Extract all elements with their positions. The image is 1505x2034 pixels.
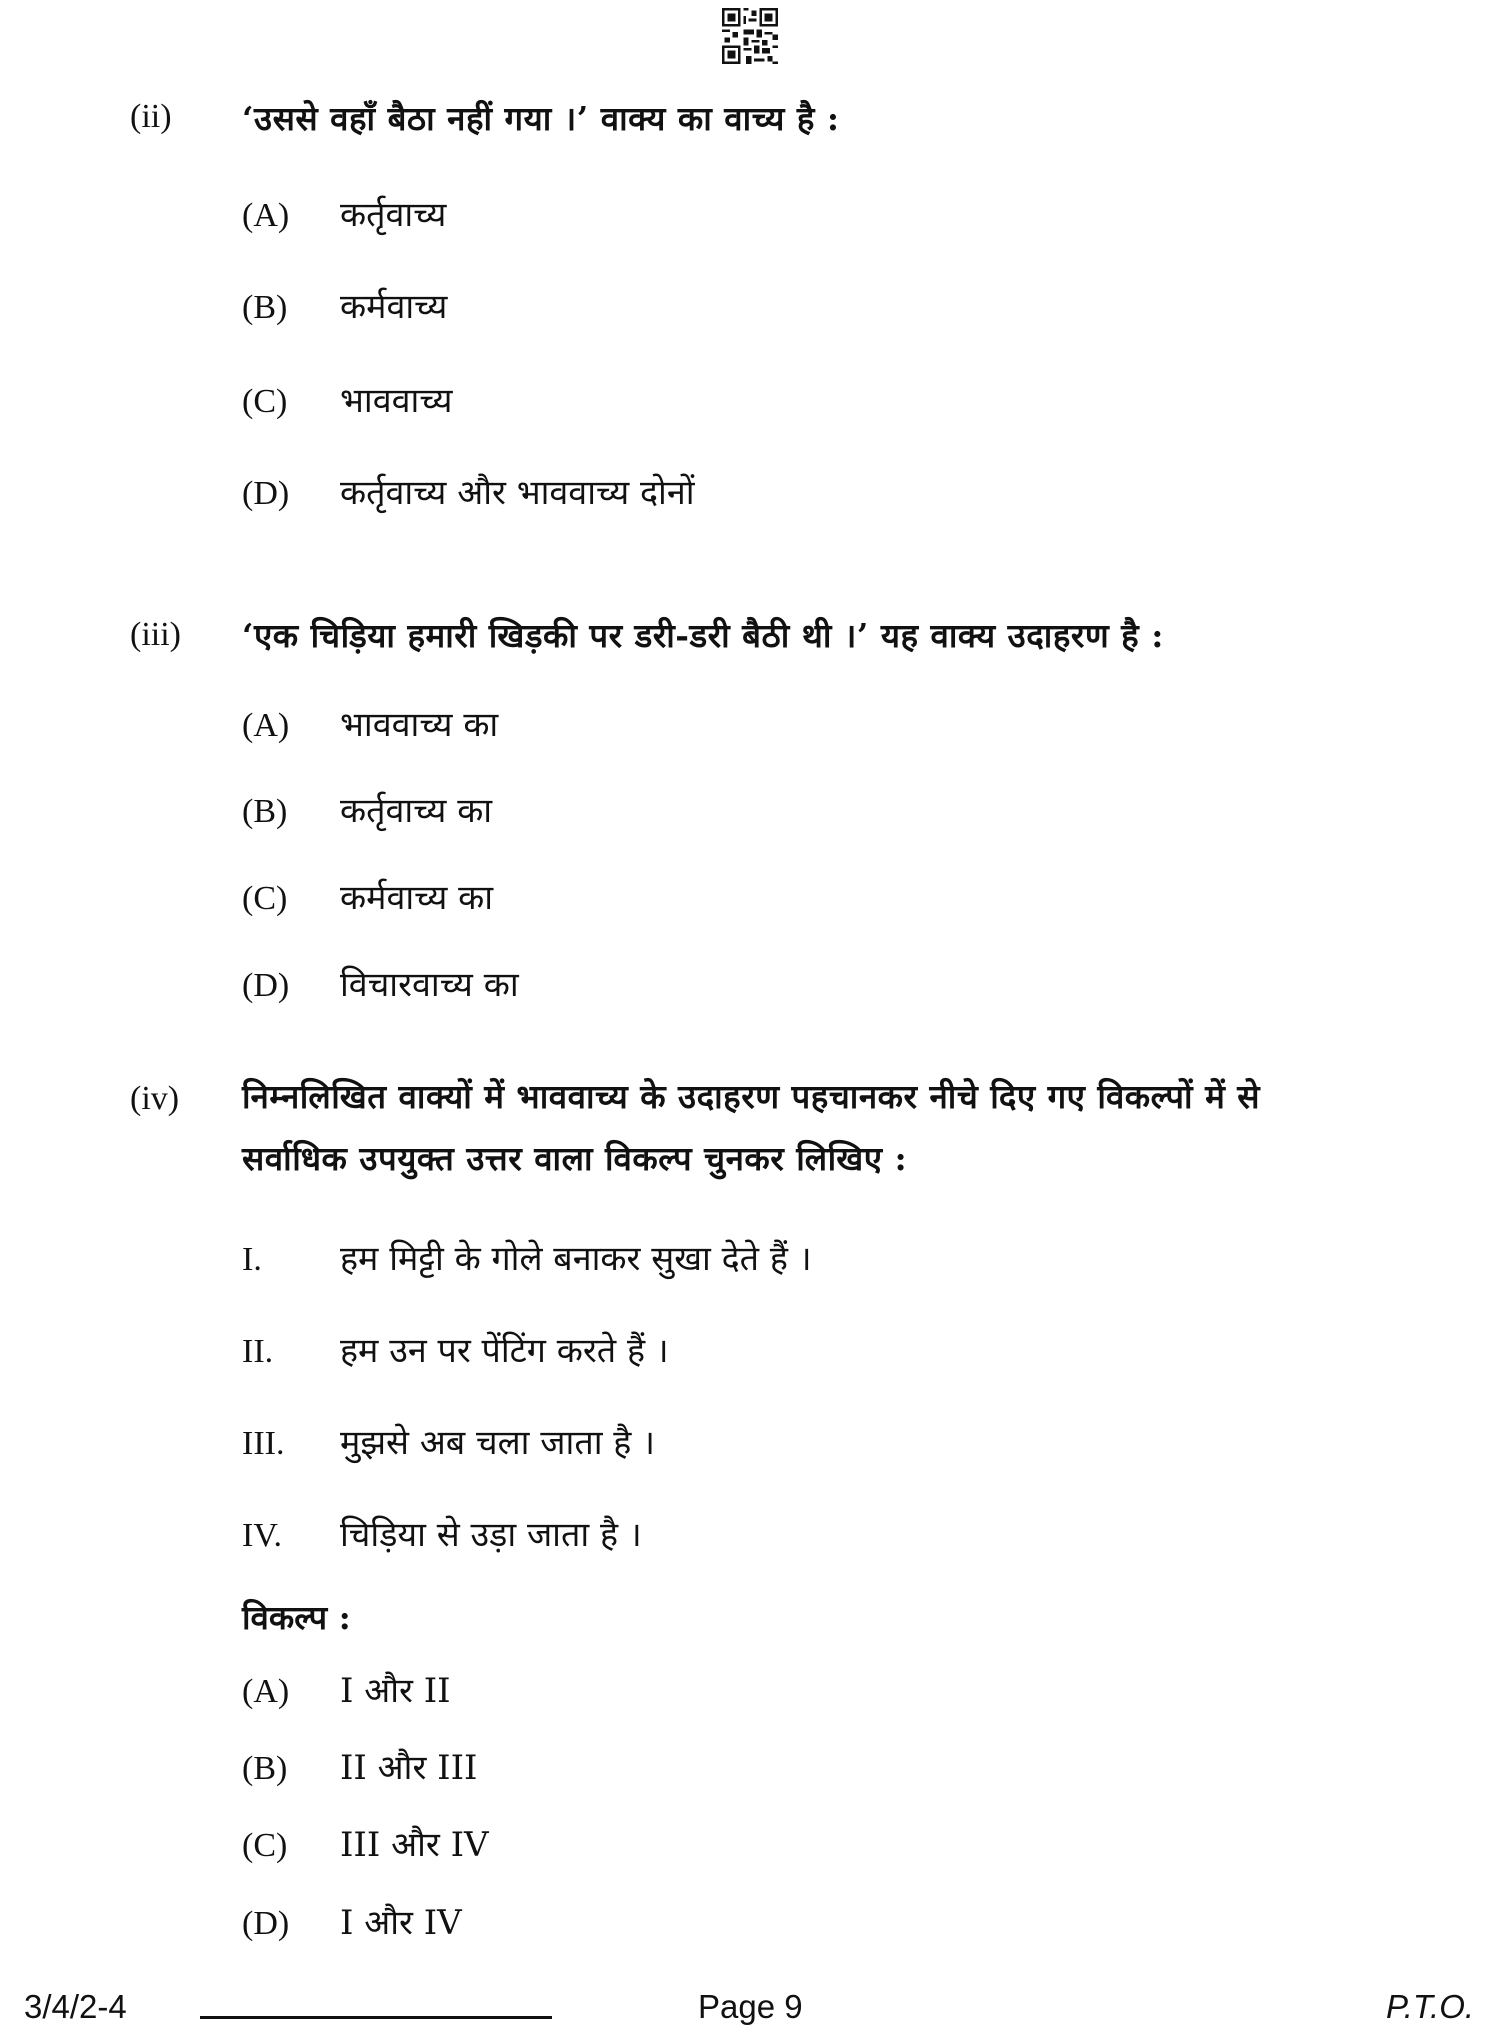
statement-text: मुझसे अब चला जाता है । (340, 1423, 656, 1463)
option-d (242, 468, 695, 514)
option-text: भाववाच्य का (340, 705, 499, 745)
statement-label: IV. (242, 1517, 282, 1554)
option-text: कर्मवाच्य (340, 287, 448, 327)
statement-text: हम मिट्टी के गोले बनाकर सुखा देते हैं । (340, 1239, 812, 1279)
statement-2 (242, 1326, 669, 1372)
option-label: (B) (242, 793, 288, 830)
option-label: (D) (242, 1905, 290, 1942)
option-text: विचारवाच्य का (340, 965, 519, 1005)
statement-text: हम उन पर पेंटिंग करते हैं । (340, 1331, 669, 1371)
option-label: (B) (242, 289, 288, 326)
option-d (242, 1898, 462, 1944)
statement-label: III. (242, 1425, 285, 1462)
option-label: (C) (242, 880, 288, 917)
question-number: (iv) (130, 1080, 180, 1117)
question-stem: ‘एक चिड़िया हमारी खिड़की पर डरी-डरी बैठी थी ।’ यह वाक्य उदाहरण है : (242, 616, 1164, 655)
question-stem: ‘उससे वहाँ बैठा नहीं गया ।’ वाक्य का वाच्य है : (242, 99, 840, 138)
option-text: भाववाच्य (340, 381, 453, 421)
option-c (242, 376, 453, 422)
option-text: III और IV (340, 1825, 489, 1865)
option-label: (C) (242, 383, 288, 420)
option-text: I और IV (340, 1903, 462, 1943)
option-label: (D) (242, 475, 290, 512)
option-text: II और III (340, 1748, 478, 1788)
option-c (242, 873, 493, 919)
pto-label: P.T.O. (1386, 1988, 1475, 2025)
statement-1 (242, 1234, 812, 1280)
paper-code: 3/4/2-4 (24, 1988, 127, 2025)
option-a (242, 700, 498, 746)
footer-divider (200, 2016, 552, 2019)
option-b (242, 282, 447, 328)
option-text: I और II (340, 1671, 451, 1711)
option-text: कर्तृवाच्य का (340, 791, 493, 831)
option-b (242, 786, 492, 832)
option-a (242, 1666, 451, 1712)
option-label: (A) (242, 197, 290, 234)
option-label: (B) (242, 1750, 288, 1787)
qr-code-icon (722, 8, 778, 64)
option-c (242, 1820, 489, 1866)
question-number: (ii) (130, 98, 172, 135)
statement-text: चिड़िया से उड़ा जाता है । (340, 1515, 642, 1555)
option-d (242, 960, 519, 1006)
question-stem-line-2: सर्वाधिक उपयुक्त उत्तर वाला विकल्प चुनकर लिखिए : (242, 1139, 908, 1178)
page-number: Page 9 (698, 1988, 803, 2025)
question-number: (iii) (130, 616, 181, 653)
statement-4 (242, 1510, 642, 1556)
statement-label: I. (242, 1241, 262, 1278)
option-label: (C) (242, 1827, 288, 1864)
option-text: कर्मवाच्य का (340, 878, 494, 918)
option-a (242, 190, 446, 236)
option-text: कर्तृवाच्य (340, 195, 447, 235)
option-label: (D) (242, 967, 290, 1004)
option-label: (A) (242, 707, 290, 744)
option-text: कर्तृवाच्य और भाववाच्य दोनों (340, 473, 695, 513)
question-stem-line-1: निम्नलिखित वाक्यों में भाववाच्य के उदाहरण पहचानकर नीचे दिए गए विकल्पों में से (242, 1077, 1261, 1116)
option-label: (A) (242, 1673, 290, 1710)
option-b (242, 1743, 477, 1789)
options-heading: विकल्प : (242, 1598, 351, 1637)
statement-label: II. (242, 1333, 274, 1370)
statement-3 (242, 1418, 655, 1464)
